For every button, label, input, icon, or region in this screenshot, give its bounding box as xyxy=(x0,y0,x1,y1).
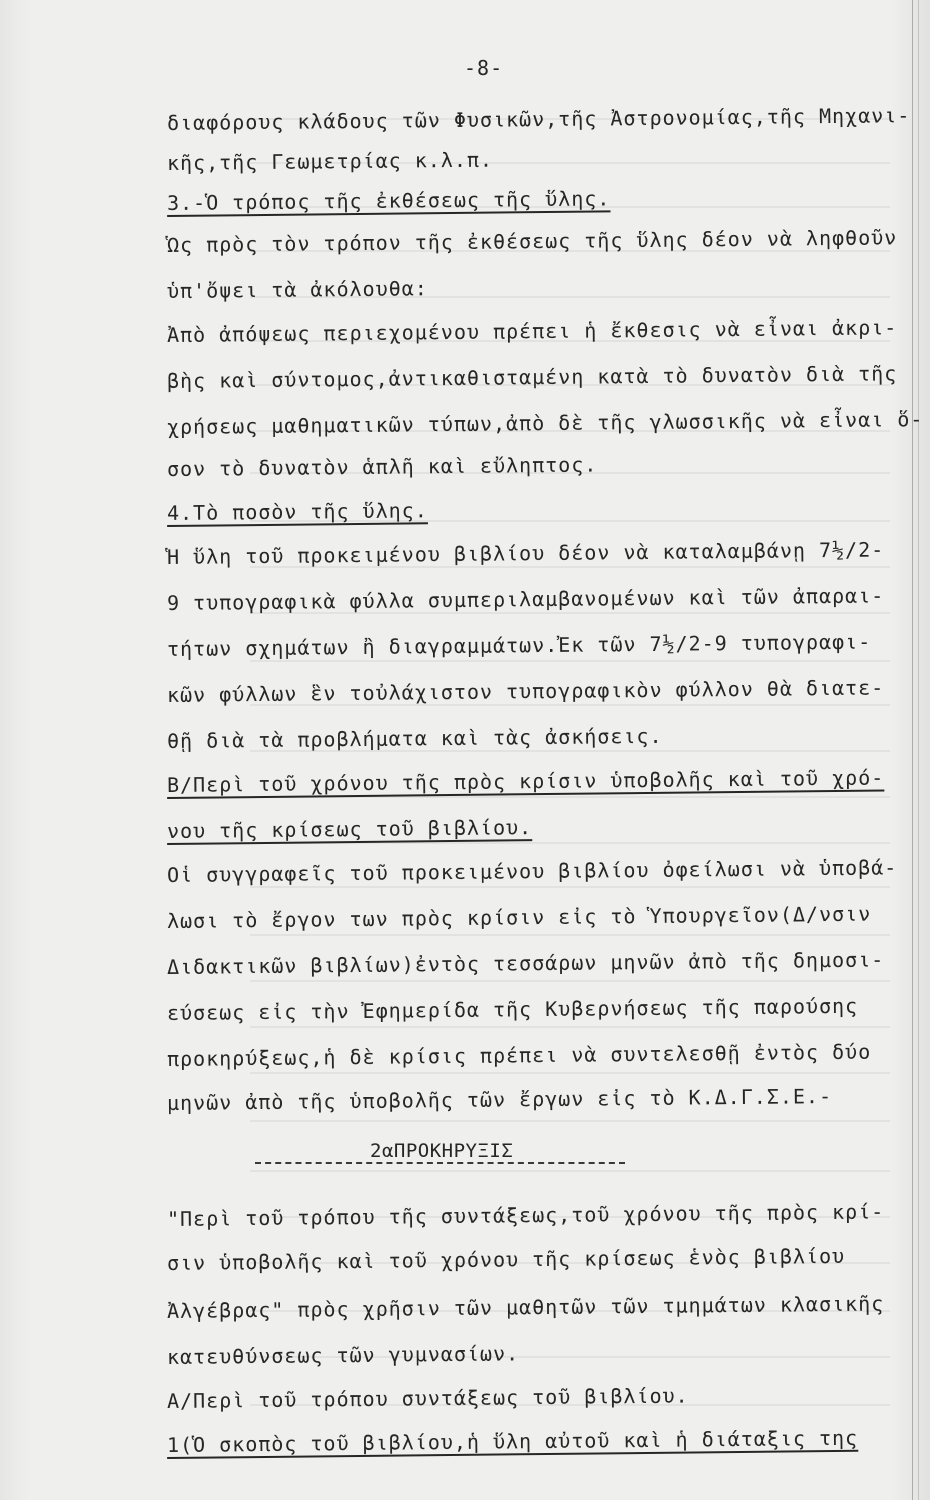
text-line: λωσι τὸ ἔργον των πρὸς κρίσιν εἰς τὸ Ὑπουργεῖον(Δ/νσιν xyxy=(166,901,872,933)
text-line: σον τὸ δυνατὸν ἁπλῆ καὶ εὔληπτος. xyxy=(166,452,598,481)
text-line: κῶν φύλλων ἓν τοὐλάχιστον τυπογραφικὸν φύλλον θὰ διατε- xyxy=(166,675,885,707)
text-line: θῇ διὰ τὰ προβλήματα καὶ τὰς ἀσκήσεις. xyxy=(166,723,663,753)
section-heading-b-cont: νου τῆς κρίσεως τοῦ βιβλίου. xyxy=(166,815,533,843)
text-line: εύσεως εἰς τὴν Ἐφημερίδα τῆς Κυβερνήσεως τῆς παρούσης xyxy=(166,993,859,1025)
text-line: σιν ὑποβολῆς καὶ τοῦ χρόνου τῆς κρίσεως ἑνὸς βιβλίου xyxy=(166,1243,846,1275)
subsection-heading-1: 1(Ὁ σκοπὸς τοῦ βιβλίου,ἡ ὕλη αὐτοῦ καὶ ἡ διάταξις της xyxy=(166,1425,859,1457)
text-line: 9 τυπογραφικὰ φύλλα συμπεριλαμβανομένων καὶ τῶν ἀπαραι- xyxy=(166,583,885,615)
text-line: διαφόρους κλάδους τῶν Φυσικῶν,τῆς Ἀστρονομίας,τῆς Μηχανι- xyxy=(166,103,911,135)
text-line: ὑπ'ὄψει τὰ ἀκόλουθα: xyxy=(166,276,428,303)
section-heading-4: 4.Τὸ ποσὸν τῆς ὕλης. xyxy=(166,498,428,525)
text-line: Ἀπὸ ἀπόψεως περιεχομένου πρέπει ἡ ἔκθεσις νὰ εἶναι ἀκρι- xyxy=(166,315,898,347)
text-line: Διδακτικῶν βιβλίων)ἐντὸς τεσσάρων μηνῶν ἀπὸ τῆς δημοσι- xyxy=(166,947,885,979)
text-line: "Περὶ τοῦ τρόπου τῆς συντάξεως,τοῦ χρόνου τῆς πρὸς κρί- xyxy=(166,1199,885,1231)
text-line: μηνῶν ἀπὸ τῆς ὑποβολῆς τῶν ἔργων εἰς τὸ Κ.Δ.Γ.Σ.Ε.- xyxy=(166,1084,833,1115)
dashed-underline xyxy=(255,1162,625,1164)
text-line: τήτων σχημάτων ἢ διαγραμμάτων.Ἐκ τῶν 7½/2-9 τυπογραφι- xyxy=(166,629,872,661)
text-line: κατευθύνσεως τῶν γυμνασίων. xyxy=(166,1341,520,1369)
section-heading-b: Β/Περὶ τοῦ χρόνου τῆς πρὸς κρίσιν ὑποβολῆς καὶ τοῦ χρό- xyxy=(166,765,885,797)
page-number: -8- xyxy=(464,56,504,80)
text-line: Ἡ ὕλη τοῦ προκειμένου βιβλίου δέον νὰ καταλαμβάνῃ 7½/2- xyxy=(166,537,885,569)
text-line: κῆς,τῆς Γεωμετρίας κ.λ.π. xyxy=(166,147,494,175)
section-heading-3: 3.-Ὁ τρόπος τῆς ἐκθέσεως τῆς ὕλης. xyxy=(166,186,611,215)
text-line: χρήσεως μαθηματικῶν τύπων,ἀπὸ δὲ τῆς γλωσσικῆς νὰ εἶναι ὅ- xyxy=(166,407,924,439)
section-title: 2αΠΡΟΚΗΡΥΞΙΣ xyxy=(370,1140,514,1162)
text-line: Ὡς πρὸς τὸν τρόπον τῆς ἐκθέσεως τῆς ὕλης δέον νὰ ληφθοῦν xyxy=(166,225,898,257)
text-line: προκηρύξεως,ἡ δὲ κρίσις πρέπει νὰ συντελεσθῇ ἐντὸς δύο xyxy=(166,1039,872,1071)
text-line: Οἱ συγγραφεῖς τοῦ προκειμένου βιβλίου ὀφείλωσι νὰ ὑποβά- xyxy=(166,855,898,887)
text-line: βὴς καὶ σύντομος,ἀντικαθισταμένη κατὰ τὸ δυνατὸν διὰ τῆς xyxy=(166,361,898,393)
subsection-heading-a: Α/Περὶ τοῦ τρόπου συντάξεως τοῦ βιβλίου. xyxy=(166,1383,689,1413)
text-line: Ἀλγέβρας" πρὸς χρῆσιν τῶν μαθητῶν τῶν τμημάτων κλασικῆς xyxy=(166,1291,885,1323)
